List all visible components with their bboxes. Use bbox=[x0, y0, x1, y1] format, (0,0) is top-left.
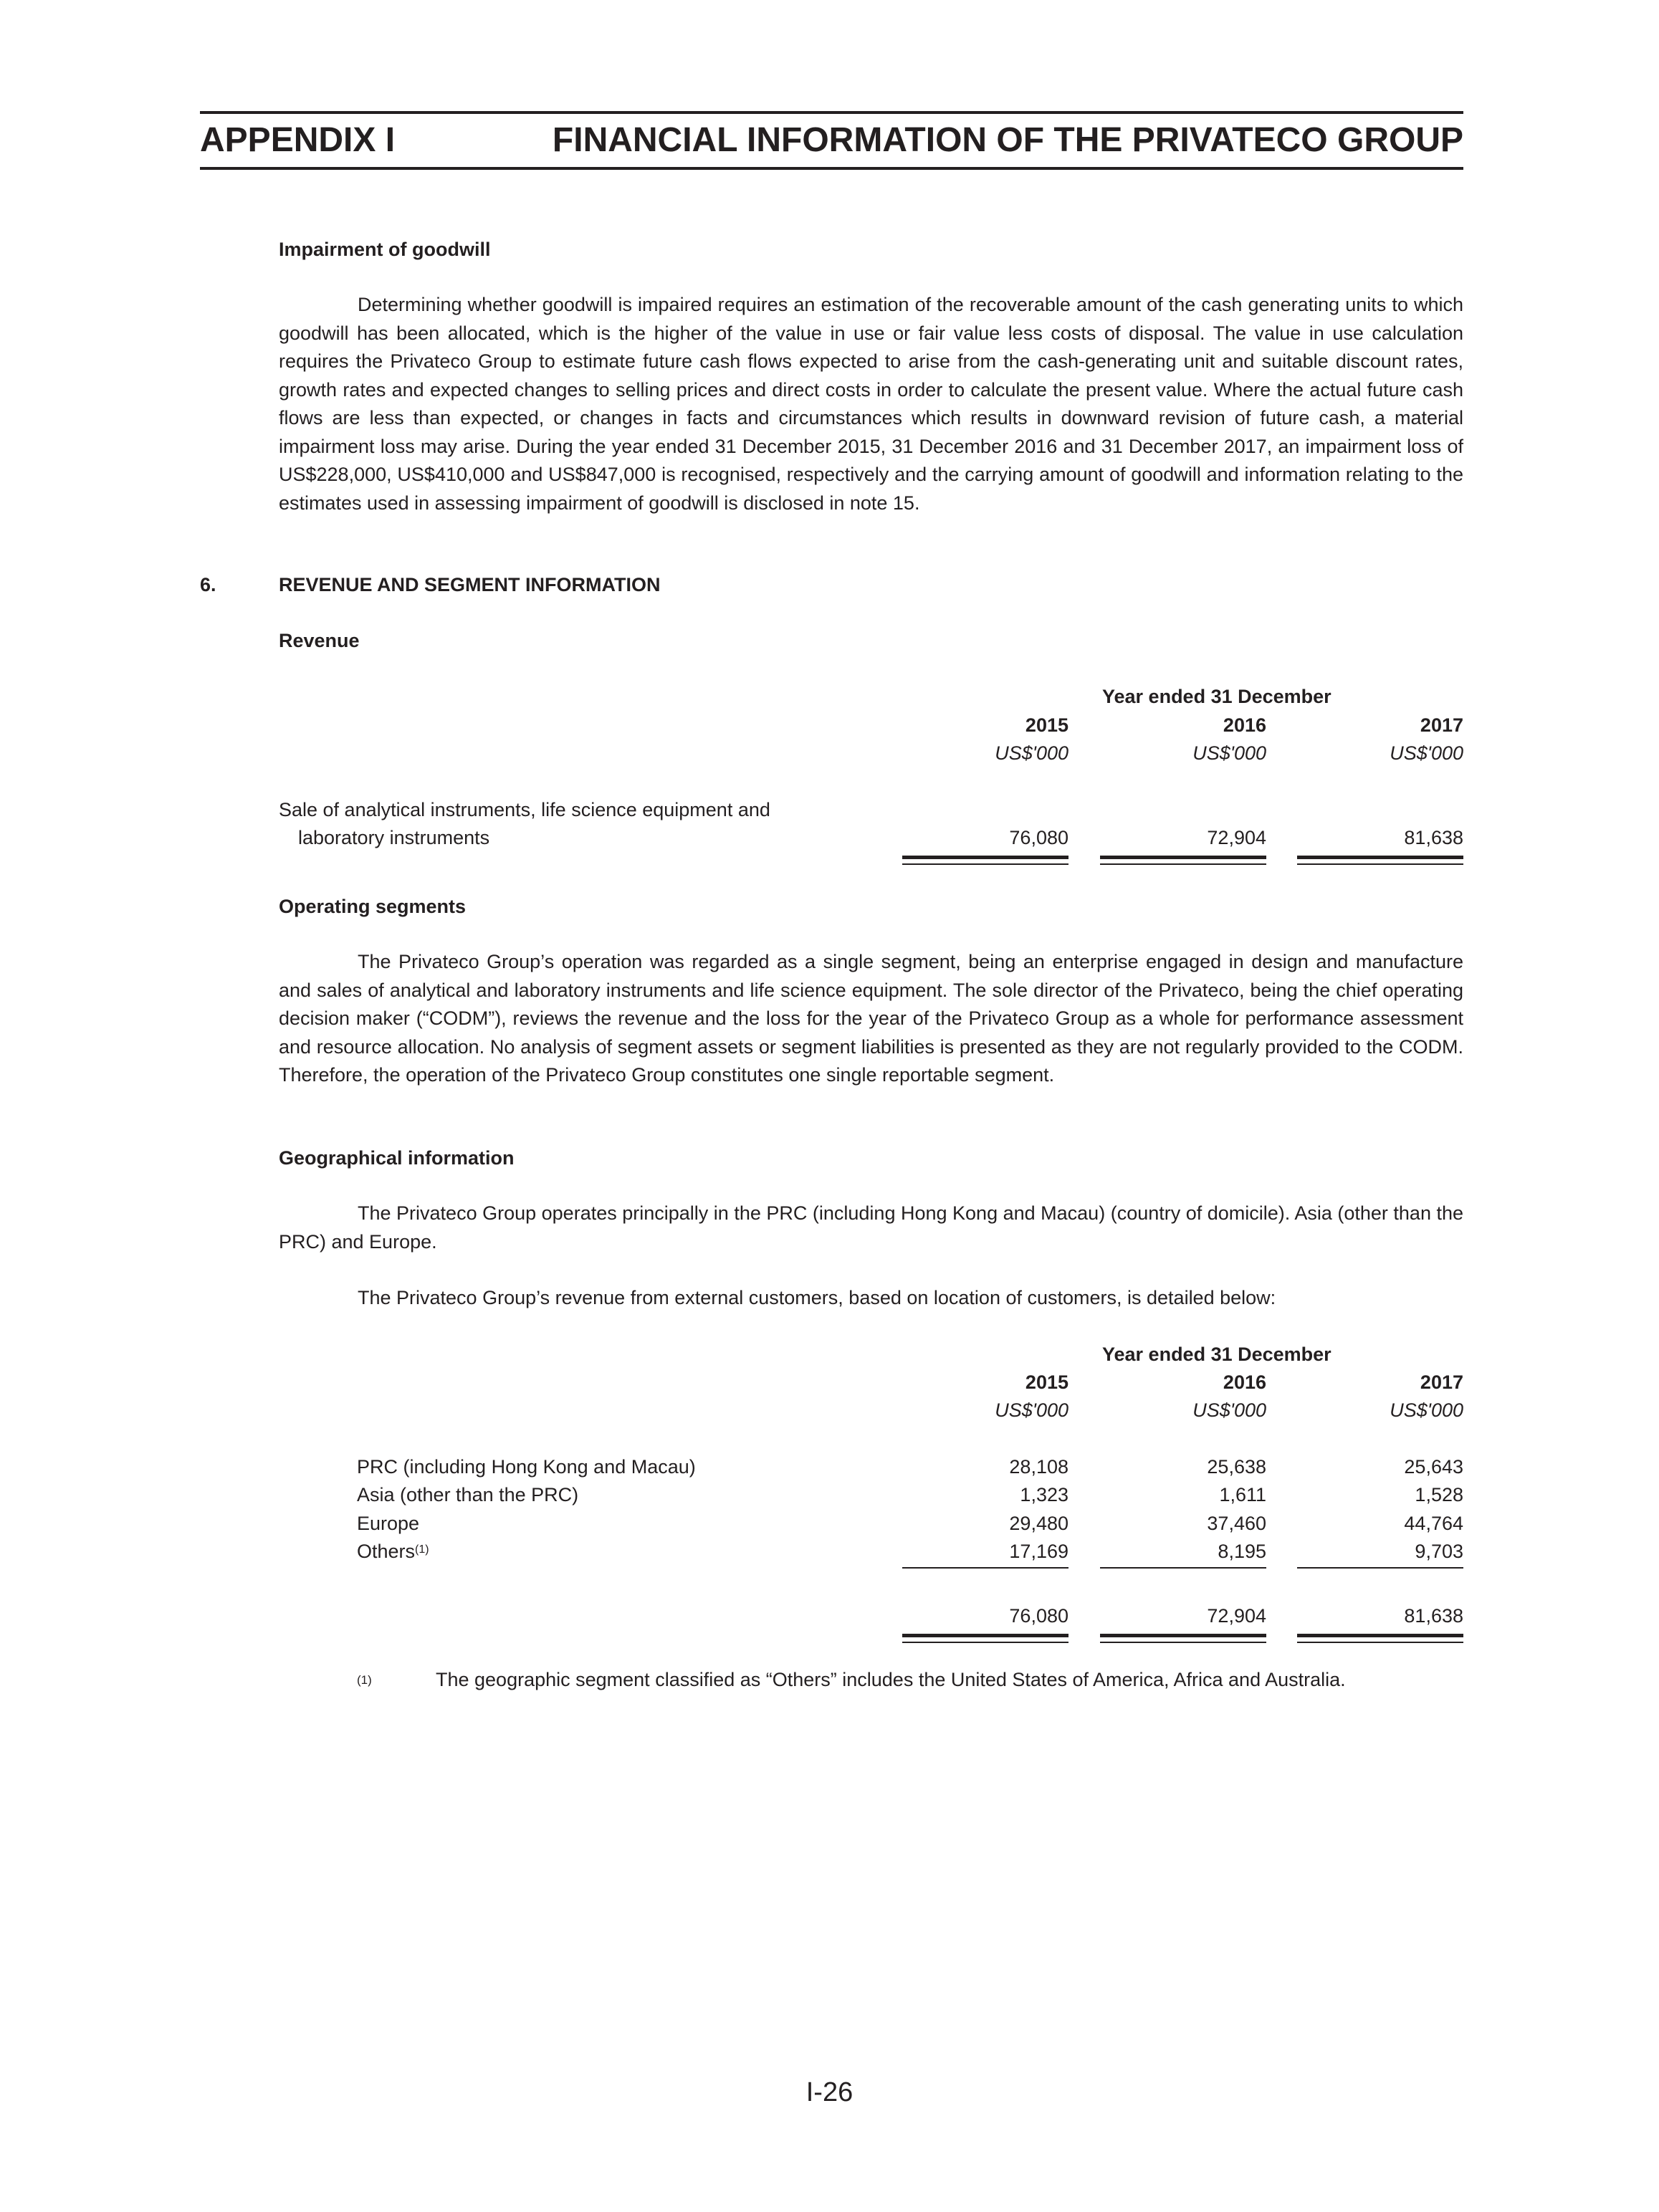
revenue-unit-2017: US$'000 bbox=[1390, 742, 1463, 764]
appendix-title: FINANCIAL INFORMATION OF THE PRIVATECO GROUP bbox=[552, 121, 1463, 159]
geographical-paragraph-2 bbox=[279, 1284, 1463, 1313]
geo-row-label-others bbox=[357, 1538, 429, 1564]
revenue-period-header: Year ended 31 December bbox=[1102, 686, 1331, 707]
geo-cell: 1,528 bbox=[1415, 1484, 1463, 1505]
operating-paragraph-text: The Privateco Group’s operation was regarded as a single segment, being an enterprise engaged in design and manufacture and sales of analytical and laboratory instruments and life science equipment. The sole director of the Privateco, being the chief operating decision maker (“CODM”), reviews the revenue and the loss for the year of the Privateco Group as a whole for performance assessment and resource allocation. No analysis of segment assets or segment liabilities is presented as they are not regularly provided to the CODM. Therefore, the operation of the Privateco Group constitutes one single reportable segment. bbox=[279, 951, 1463, 1086]
geo-row-label: Europe bbox=[357, 1513, 420, 1534]
geo-cell: 1,611 bbox=[1219, 1484, 1266, 1505]
geo-unit-2017: US$'000 bbox=[1390, 1399, 1463, 1421]
geo-cell: 37,460 bbox=[1207, 1513, 1266, 1534]
geographical-paragraph-1 bbox=[279, 1200, 1463, 1256]
footnote-mark: (1) bbox=[357, 1673, 372, 1687]
revenue-value-2017: 81,638 bbox=[1404, 827, 1463, 848]
revenue-heading: Revenue bbox=[279, 630, 360, 651]
revenue-double-rule-thick bbox=[1297, 856, 1463, 859]
geo-unit-2016: US$'000 bbox=[1192, 1399, 1266, 1421]
geo-double-rule-thick bbox=[902, 1634, 1068, 1637]
section-title: REVENUE AND SEGMENT INFORMATION bbox=[279, 574, 661, 595]
geo-cell: 17,169 bbox=[1009, 1541, 1068, 1562]
section-number: 6. bbox=[200, 574, 216, 595]
geo-double-rule-thick bbox=[1297, 1634, 1463, 1637]
geo-cell: 9,703 bbox=[1415, 1541, 1463, 1562]
geo-year-2015: 2015 bbox=[1025, 1371, 1068, 1393]
geo-subtotal-rule bbox=[902, 1567, 1068, 1569]
revenue-double-rule-thick bbox=[902, 856, 1068, 859]
geo-row-label: Asia (other than the PRC) bbox=[357, 1484, 579, 1505]
revenue-double-rule-thin bbox=[1297, 863, 1463, 865]
revenue-value-2016: 72,904 bbox=[1207, 827, 1266, 848]
footnote-text: The geographic segment classified as “Others” includes the United States of America, Africa and Australia. bbox=[436, 1669, 1346, 1690]
geo-subtotal-rule bbox=[1297, 1567, 1463, 1569]
revenue-row-label-2: laboratory instruments bbox=[298, 827, 490, 848]
geo-total: 81,638 bbox=[1404, 1605, 1463, 1627]
geo-period-header: Year ended 31 December bbox=[1102, 1344, 1331, 1365]
geo-cell: 29,480 bbox=[1009, 1513, 1068, 1534]
goodwill-paragraph bbox=[279, 291, 1463, 517]
geo-subtotal-rule bbox=[1100, 1567, 1266, 1569]
revenue-double-rule-thick bbox=[1100, 856, 1266, 859]
geo-double-rule-thin bbox=[1297, 1642, 1463, 1643]
geo-unit-2015: US$'000 bbox=[995, 1399, 1068, 1421]
geo-cell: 25,643 bbox=[1404, 1456, 1463, 1478]
geographical-paragraph-2-text: The Privateco Group’s revenue from external customers, based on location of customers, is detailed below: bbox=[358, 1287, 1276, 1308]
revenue-year-2015: 2015 bbox=[1025, 714, 1068, 736]
geo-year-2017: 2017 bbox=[1420, 1371, 1463, 1393]
geo-total: 76,080 bbox=[1009, 1605, 1068, 1627]
goodwill-heading: Impairment of goodwill bbox=[279, 239, 491, 260]
goodwill-paragraph-text: Determining whether goodwill is impaired requires an estimation of the recoverable amount of the cash generating units to which goodwill has been allocated, which is the higher of the value in use or fair value less costs of disposal. The value in use calculation requires the Privateco Group to estimate future cash flows expected to arise from the cash-generating unit and suitable discount rates, growth rates and expected changes to selling prices and direct costs in order to calculate the present value. Where the actual future cash flows are less than expected, or changes in facts and circumstances which results in downward revision of future cash, a material impairment loss may arise. During the year ended 31 December 2015, 31 December 2016 and 31 December 2017, an impairment loss of US$228,000, US$410,000 and US$847,000 is recognised, respectively and the carrying amount of goodwill and information relating to the estimates used in assessing impairment of goodwill is disclosed in note 15. bbox=[279, 294, 1463, 514]
geo-cell: 8,195 bbox=[1218, 1541, 1266, 1562]
geo-row-label: PRC (including Hong Kong and Macau) bbox=[357, 1456, 696, 1478]
geographical-paragraph-1-text: The Privateco Group operates principally in the PRC (including Hong Kong and Macau) (country of domicile). Asia (other than the PRC) and Europe. bbox=[279, 1202, 1463, 1253]
operating-heading: Operating segments bbox=[279, 896, 467, 917]
revenue-double-rule-thin bbox=[902, 863, 1068, 865]
footnote-reference: (1) bbox=[415, 1543, 429, 1556]
geo-row-label: Others bbox=[357, 1541, 416, 1562]
geo-cell: 1,323 bbox=[1020, 1484, 1068, 1505]
geo-double-rule-thin bbox=[1100, 1642, 1266, 1643]
geo-year-2016: 2016 bbox=[1223, 1371, 1266, 1393]
revenue-double-rule-thin bbox=[1100, 863, 1266, 865]
operating-paragraph bbox=[279, 948, 1463, 1090]
geo-total: 72,904 bbox=[1207, 1605, 1266, 1627]
revenue-row-label-1: Sale of analytical instruments, life science equipment and bbox=[279, 799, 770, 820]
revenue-value-2015: 76,080 bbox=[1009, 827, 1068, 848]
page-number: I-26 bbox=[805, 2077, 854, 2107]
geo-double-rule-thick bbox=[1100, 1634, 1266, 1637]
geo-cell: 25,638 bbox=[1207, 1456, 1266, 1478]
header-bottom-rule bbox=[200, 167, 1463, 170]
header-top-rule bbox=[200, 111, 1463, 114]
geo-cell: 28,108 bbox=[1009, 1456, 1068, 1478]
revenue-unit-2015: US$'000 bbox=[995, 742, 1068, 764]
appendix-label: APPENDIX I bbox=[200, 121, 396, 159]
revenue-unit-2016: US$'000 bbox=[1192, 742, 1266, 764]
geographical-heading: Geographical information bbox=[279, 1147, 515, 1169]
revenue-year-2016: 2016 bbox=[1223, 714, 1266, 736]
geo-cell: 44,764 bbox=[1404, 1513, 1463, 1534]
geo-double-rule-thin bbox=[902, 1642, 1068, 1643]
revenue-year-2017: 2017 bbox=[1420, 714, 1463, 736]
